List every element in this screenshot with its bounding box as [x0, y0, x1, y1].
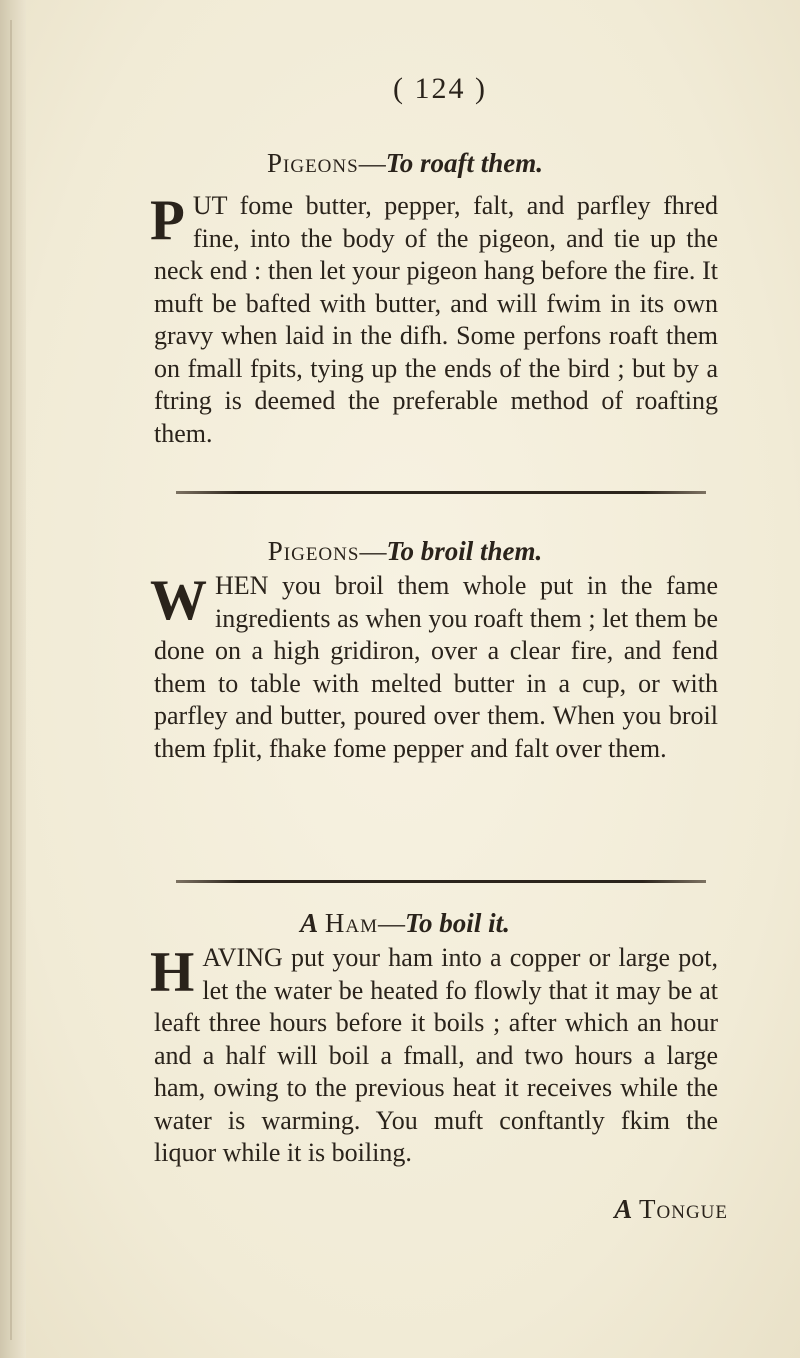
section-heading-pigeons-broil	[100, 536, 710, 567]
heading-italic: To boil it.	[405, 908, 510, 938]
drop-cap: H	[150, 941, 195, 1004]
section-heading-ham-boil	[100, 908, 710, 939]
page-number: ( 124 )	[393, 72, 487, 105]
heading-italic: To broil them.	[386, 536, 543, 566]
binding-gutter	[0, 0, 26, 1358]
section-heading-pigeons-roast	[100, 148, 710, 179]
heading-main: Pigeons	[267, 148, 359, 178]
heading-dash: —	[358, 148, 386, 178]
heading-dash: —	[359, 536, 387, 566]
heading-dash: —	[378, 908, 406, 938]
section-body-ham-boil	[150, 941, 718, 1170]
section-body-pigeons-broil	[150, 569, 718, 765]
section-divider-rule	[176, 491, 706, 494]
heading-main: Ham	[324, 908, 379, 938]
catchword-article: A	[614, 1194, 633, 1224]
heading-main: Pigeons	[267, 536, 360, 566]
catchword	[548, 1194, 728, 1225]
body-text: HEN you broil them whole put in the fame ingredients as when you roaft them ; let them be done on a high gridiron, over a clear fire, and fend them to table with melted butter in a cup, or with parfley and butter, poured over them. When you broil them fplit, fhake fome pepper and falt over them.	[154, 571, 718, 763]
section-body-pigeons-roast	[150, 189, 718, 450]
body-text: UT fome butter, pepper, falt, and parfley fhred fine, into the body of the pigeon, and tie up the neck end : then let your pigeon hang before the fire. It muft be bafted with butter, and will fwim in its own gravy when laid in the difh. Some perfons roaft them on fmall fpits, tying up the ends of the bird ; but by a ftring is deemed the preferable method of roafting them.	[154, 191, 718, 448]
heading-article: A	[300, 908, 319, 938]
catchword-word: Tongue	[639, 1194, 728, 1224]
heading-italic: To roaft them.	[385, 148, 543, 178]
body-text: AVING put your ham into a copper or large pot, let the water be heated fo flowly that it may be at leaft three hours before it boils ; after which an hour and a half will boil a fmall, and two hours a large ham, owing to the previous heat it receives while the water is warming. You muft conftantly fkim the liquor while it is boiling.	[154, 943, 718, 1167]
section-divider-rule	[176, 880, 706, 883]
gutter-line	[10, 20, 12, 1340]
drop-cap: W	[150, 569, 207, 632]
drop-cap: P	[150, 189, 185, 252]
